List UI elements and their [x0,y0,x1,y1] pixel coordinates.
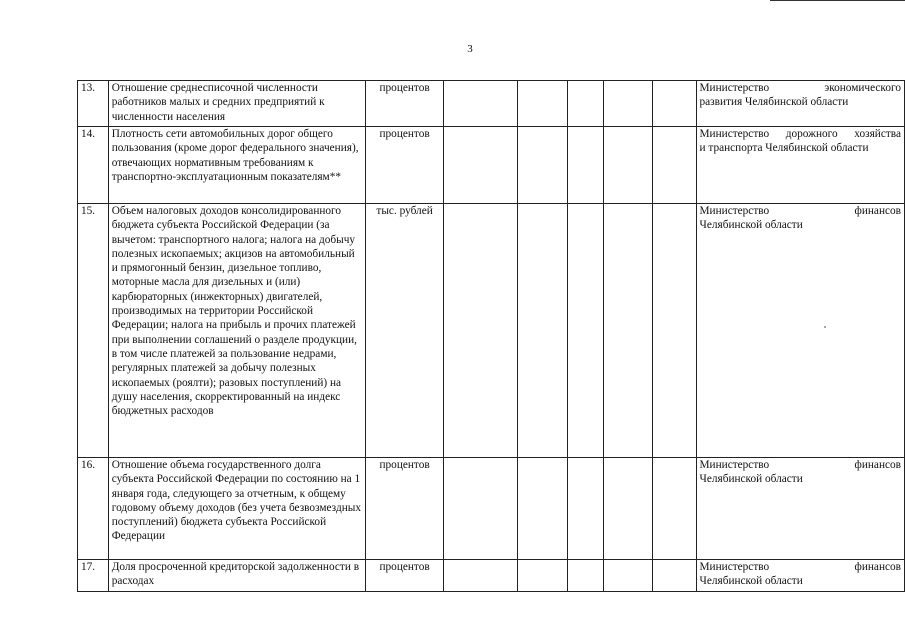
value-cell [652,81,696,127]
value-cell [517,127,567,204]
value-cell [603,560,652,592]
ministry-line: Министерство финансов [699,205,901,217]
table-row [78,458,905,560]
value-cell [443,560,517,592]
value-cell [443,81,517,127]
row-number: 15. [78,204,109,458]
value-cell [603,204,652,458]
value-cell [443,458,517,560]
responsible-ministry [696,127,904,204]
responsible-ministry [696,81,904,127]
table-row [78,204,905,458]
ministry-line: Челябинской области [699,473,803,486]
value-cell [652,127,696,204]
value-cell [517,204,567,458]
responsible-ministry [696,458,904,560]
value-cell [443,127,517,204]
value-cell [567,81,603,127]
unit-of-measure: тыс. рублей [366,204,443,458]
indicators-table [77,80,905,592]
value-cell [443,204,517,458]
value-cell [517,458,567,560]
value-cell [652,458,696,560]
ministry-line: Министерство дорожного хозяйства [699,128,901,140]
row-number: 16. [78,458,109,560]
indicator-name: Доля просроченной кредиторской задолженности в расходах [108,560,366,592]
value-cell [517,560,567,592]
unit-of-measure: процентов [366,458,443,560]
scan-speck [824,326,826,328]
value-cell [652,560,696,592]
table-row [78,560,905,592]
ministry-line: Челябинской области [699,575,803,588]
value-cell [567,560,603,592]
row-number: 13. [78,81,109,127]
value-cell [603,127,652,204]
unit-of-measure: процентов [366,560,443,592]
ministry-line: Министерство финансов [699,561,901,573]
responsible-ministry [696,560,904,592]
table-row [78,81,905,127]
responsible-ministry [696,204,904,458]
value-cell [603,458,652,560]
page-number: 3 [467,43,473,55]
indicator-name: Плотность сети автомобильных дорог общего пользования (кроме дорог федерального значения), отвечающих нормативным требованиям к транспортно-эксплуатационным показателям** [108,127,366,204]
value-cell [603,81,652,127]
indicator-name: Отношение среднесписочной численности работников малых и средних предприятий к численности населения [108,81,366,127]
unit-of-measure: процентов [366,81,443,127]
ministry-line: Министерство экономического [699,82,901,94]
value-cell [567,458,603,560]
indicator-name: Отношение объема государственного долга субъекта Российской Федерации по состоянию на 1 января года, следующего за отчетным, к общему годовому объему доходов (без учета безвозмездных поступлений) бюджета субъекта Российской Федерации [108,458,366,560]
row-number: 17. [78,560,109,592]
value-cell [652,204,696,458]
value-cell [517,81,567,127]
ministry-line: развития Челябинской области [699,96,849,109]
table-row [78,127,905,204]
indicator-name: Объем налоговых доходов консолидированного бюджета субъекта Российской Федерации (за вычетом: транспортного налога; налога на добычу полезных ископаемых; акцизов на автомобильный и прямогонный бензин, дизельное топливо, моторные масла для дизельных и (или) карбюраторных (инжекторных) двигателей, производимых на территории Российской Федерации; налога на прибыль и прочих платежей при выполнении соглашений о разделе продукции, в том числе платежей за пользование недрами, регулярных платежей за добычу полезных ископаемых (роялти); разовых поступлений) на душу населения, скорректированный на индекс бюджетных расходов [108,204,366,458]
value-cell [567,127,603,204]
unit-of-measure: процентов [366,127,443,204]
top-edge-line [770,0,905,1]
row-number: 14. [78,127,109,204]
ministry-line: Челябинской области [699,219,803,232]
value-cell [567,204,603,458]
ministry-line: и транспорта Челябинской области [699,142,869,155]
ministry-line: Министерство финансов [699,459,901,471]
